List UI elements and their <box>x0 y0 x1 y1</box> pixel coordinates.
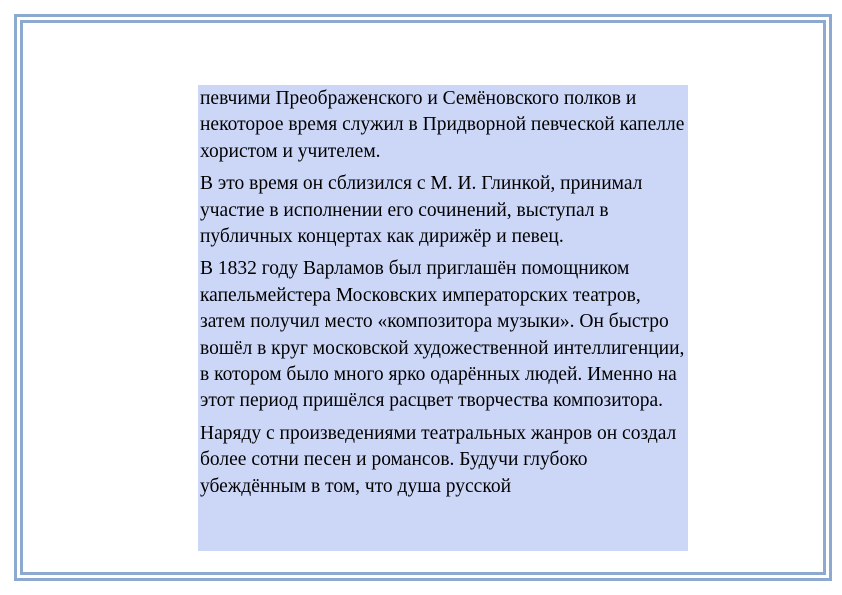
paragraph-2: В это время он сблизился с М. И. Глинкой, принимал участие в исполнении его сочинений, выступал в публичных концертах как дирижёр и певец. <box>200 173 643 248</box>
text-box <box>198 85 688 551</box>
paragraph-4: Наряду с произведениями театральных жанров он создал более сотни песен и романсов. Будучи глубоко убеждённым в том, что душа русской <box>200 422 677 497</box>
paragraph-1: певчими Преображенского и Семёновского полков и некоторое время служил в Придворной певческой капелле хористом и учителем. <box>200 88 685 162</box>
paragraph-3: В 1832 году Варламов был приглашён помощником капельмейстера Московских императорских театров, затем получил место «композитора музыки». Он быстро вошёл в круг московской художественной интеллигенции, в котором было много ярко одарённых людей. Именно на этот период пришёлся расцвет творчества композитора. <box>200 258 685 412</box>
